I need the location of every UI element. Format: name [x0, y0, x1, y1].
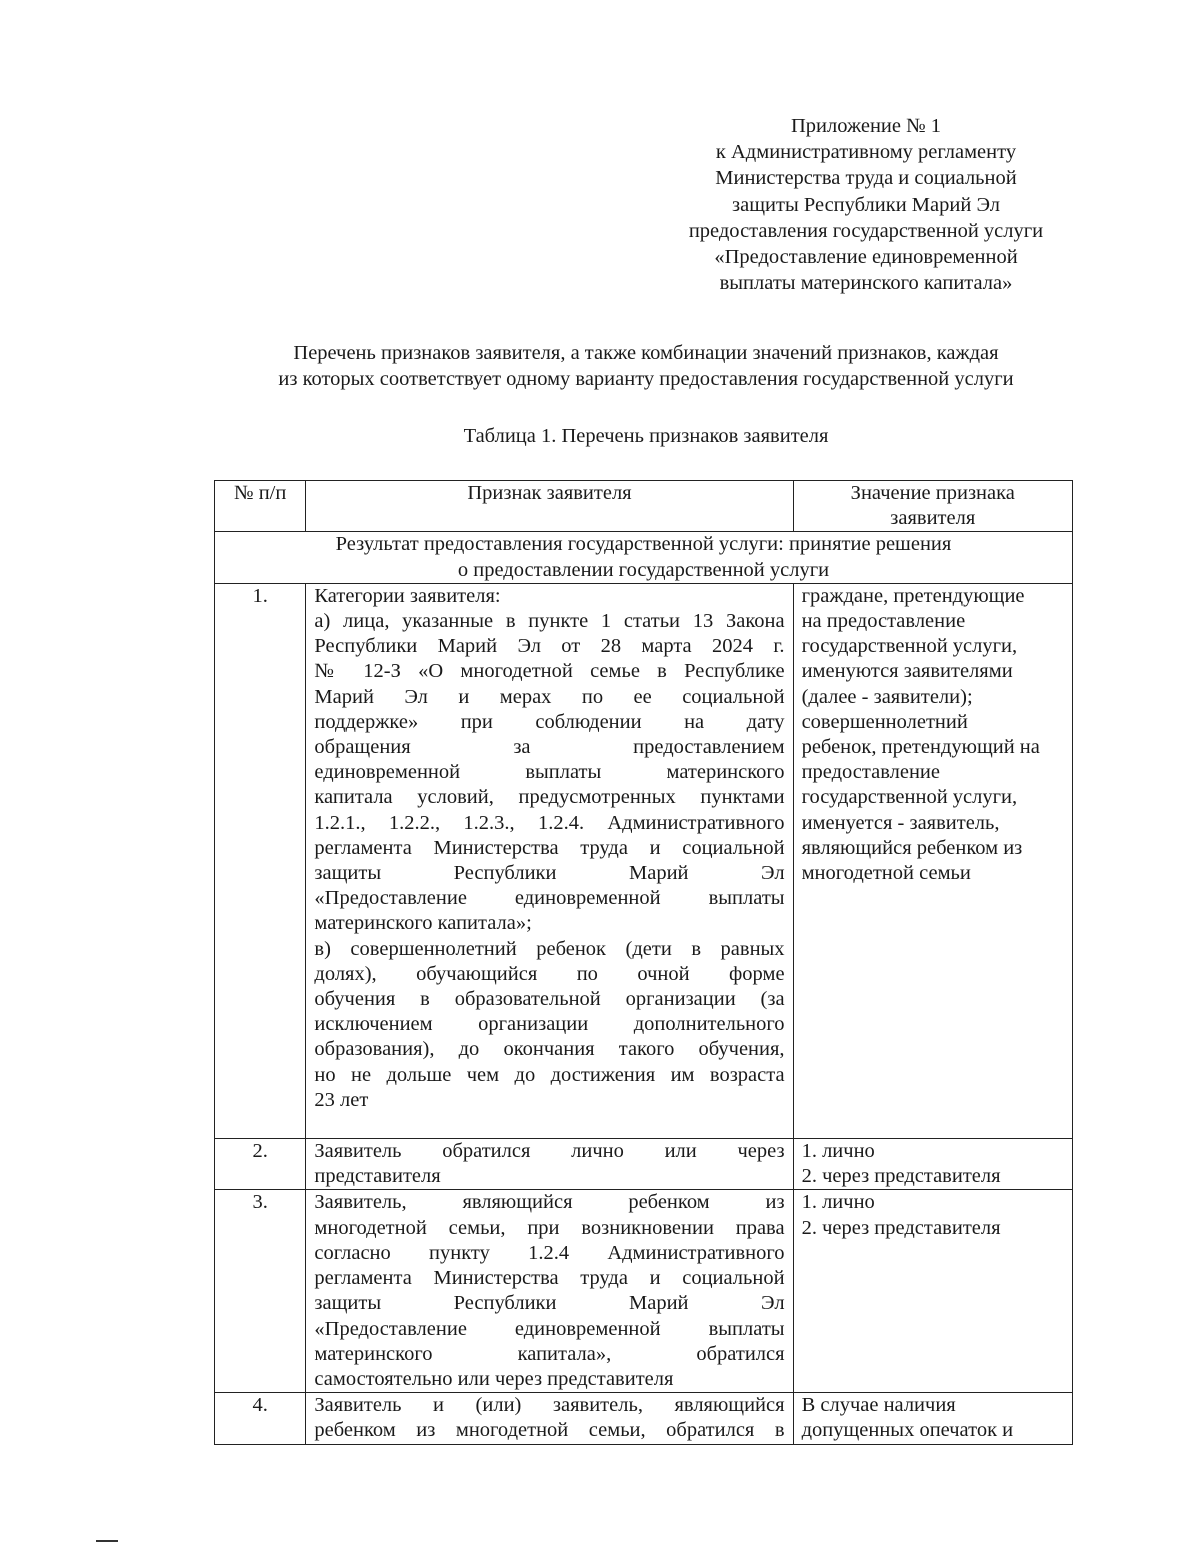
sign-line: согласно пункту 1.2.4 Административного: [314, 1241, 785, 1264]
sign-line: Республики Марий Эл от 28 марта 2024 г.: [314, 635, 785, 658]
sign-line: защиты Республики Марий Эл: [314, 1292, 785, 1315]
row-value: [793, 1190, 1072, 1393]
appendix-line: Приложение № 1: [790, 115, 942, 137]
section-line: Результат предоставления государственной услуги: принятие решения: [335, 533, 952, 556]
sign-line: образования), до окончания такого обучения,: [314, 1038, 785, 1061]
value-line: 1. лично: [801, 1140, 875, 1163]
value-line: совершеннолетний: [801, 710, 968, 733]
sign-line: многодетной семьи, при возникновении права: [314, 1216, 785, 1239]
sign-line: Заявитель обратился лично или через: [314, 1140, 785, 1163]
value-line: 2. через представителя: [801, 1216, 1001, 1239]
row-value: [793, 583, 1072, 1138]
sign-line: материнского капитала»;: [314, 912, 532, 935]
sign-line: «Предоставление единовременной выплаты: [314, 1317, 785, 1340]
table-row: [215, 1393, 1073, 1444]
section-line: о предоставлении государственной услуги: [457, 558, 830, 581]
header-value-line: заявителя: [890, 507, 976, 530]
sign-line: регламента Министерства труда и социальной: [314, 1267, 785, 1290]
row-sign: [306, 583, 793, 1138]
sign-line: ребенком из многодетной семьи, обратился в: [314, 1419, 785, 1442]
sign-line: долях), обучающийся по очной форме: [314, 962, 785, 985]
sign-line: но не дольше чем до достижения им возраста: [314, 1063, 785, 1086]
row-num: 1.: [215, 583, 306, 1138]
sign-line: Заявитель, являющийся ребенком из: [314, 1191, 785, 1214]
table-header-row: [215, 481, 1073, 532]
row-num: 4.: [215, 1393, 306, 1444]
table-row: [215, 1139, 1073, 1190]
row-sign: [306, 1190, 793, 1393]
sign-line: 1.2.1., 1.2.2., 1.2.3., 1.2.4. Административного: [314, 811, 785, 834]
section-row: [215, 532, 1073, 583]
list-title-line: Перечень признаков заявителя, а также комбинации значений признаков, каждая: [293, 342, 999, 364]
sign-line: 23 лет: [314, 1088, 369, 1111]
table-row: [215, 583, 1073, 1138]
section-title: [215, 532, 1073, 583]
list-title: [200, 340, 1092, 392]
table-row: [215, 1190, 1073, 1393]
appendix-line: выплаты материнского капитала»: [719, 272, 1013, 295]
value-line: именуется - заявитель,: [801, 811, 1000, 834]
sign-line: капитала условий, предусмотренных пунктами: [314, 786, 785, 809]
page-edge-mark: [96, 1540, 118, 1542]
appendix-line: «Предоставление единовременной: [714, 246, 1018, 269]
sign-line: представителя: [314, 1165, 441, 1188]
header-value-line: Значение признака: [850, 482, 1015, 504]
table-caption: Таблица 1. Перечень признаков заявителя: [463, 425, 829, 447]
row-num: 2.: [215, 1139, 306, 1190]
value-line: 1. лично: [801, 1191, 875, 1214]
value-line: (далее - заявители);: [801, 685, 973, 708]
sign-line: «Предоставление единовременной выплаты: [314, 887, 785, 910]
value-line: допущенных опечаток и: [801, 1419, 1014, 1442]
appendix-line: Министерства труда и социальной: [715, 167, 1017, 190]
row-num: 3.: [215, 1190, 306, 1393]
value-line: В случае наличия: [801, 1394, 956, 1417]
sign-line: Заявитель и (или) заявитель, являющийся: [314, 1394, 785, 1417]
row-sign: [306, 1393, 793, 1444]
value-line: государственной услуги,: [801, 635, 1018, 658]
row-sign: [306, 1139, 793, 1190]
appendix-line: предоставления государственной услуги: [688, 219, 1044, 242]
value-line: многодетной семьи: [801, 862, 971, 885]
row-value: [793, 1139, 1072, 1190]
appendix-line: к Административному регламенту: [715, 141, 1017, 164]
row-value: [793, 1393, 1072, 1444]
sign-line: материнского капитала», обратился: [314, 1342, 785, 1365]
appendix-line: защиты Республики Марий Эл: [732, 193, 1000, 216]
sign-line: № 12-З «О многодетной семье в Республике: [314, 660, 785, 683]
sign-line: регламента Министерства труда и социальной: [314, 836, 785, 859]
sign-line: поддержке» при соблюдении на дату: [314, 710, 785, 733]
sign-line: Марий Эл и мерах по ее социальной: [314, 685, 785, 708]
sign-line: Категории заявителя:: [314, 584, 501, 607]
sign-line: исключением организации дополнительного: [314, 1013, 785, 1036]
appendix-header: [660, 113, 1072, 296]
applicant-signs-table: [214, 480, 1073, 1445]
value-line: граждане, претендующие: [801, 584, 1025, 607]
value-line: именуются заявителями: [801, 660, 1013, 683]
sign-line: в) совершеннолетний ребенок (дети в равных: [314, 937, 785, 960]
sign-line: защиты Республики Марий Эл: [314, 862, 785, 885]
value-line: ребенок, претендующий на: [801, 736, 1040, 759]
header-num: № п/п: [215, 481, 306, 532]
value-line: предоставление: [801, 761, 940, 784]
value-line: 2. через представителя: [801, 1165, 1001, 1188]
sign-line: обращения за предоставлением: [314, 736, 785, 759]
value-line: государственной услуги,: [801, 786, 1018, 809]
sign-line: обучения в образовательной организации (за: [314, 988, 785, 1011]
sign-line: самостоятельно или через представителя: [314, 1367, 674, 1390]
value-line: на предоставление: [801, 610, 966, 633]
header-sign: Признак заявителя: [306, 481, 793, 532]
sign-line: единовременной выплаты материнского: [314, 761, 785, 784]
list-title-line: из которых соответствует одному варианту предоставления государственной услуги: [278, 368, 1014, 390]
value-line: являющийся ребенком из: [801, 836, 1023, 859]
sign-line: а) лица, указанные в пункте 1 статьи 13 Закона: [314, 610, 785, 633]
header-value: [793, 481, 1072, 532]
